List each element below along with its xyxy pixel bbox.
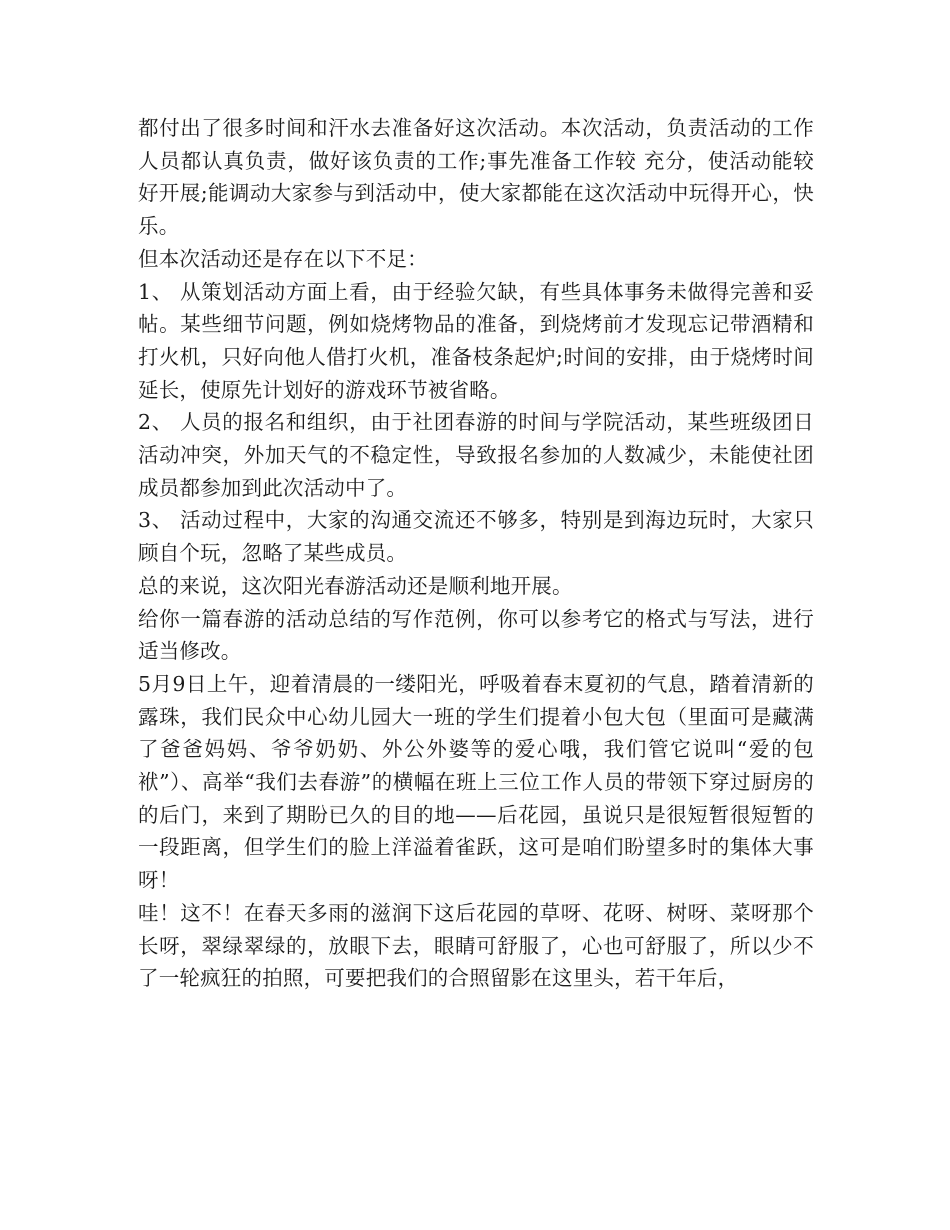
paragraph-8: 5月9日上午，迎着清晨的一缕阳光，呼吸着春末夏初的气息，踏着清新的露珠，我们民众中心幼儿园大一班的学生们提着小包大包（里面可是藏满了爸爸妈妈、爷爷奶奶、外公外婆等的爱心哦，我们管它说叫“爱的包袱”）、高举“我们去春游”的横幅在班上三位工作人员的带领下穿过厨房的的后门，来到了期盼已久的目的地——后花园，虽说只是很短暂很短暂的一段距离，但学生们的脸上洋溢着雀跃，这可是咱们盼望多时的集体大事呀！ — [138, 671, 814, 893]
paragraph-6: 总的来说，这次阳光春游活动还是顺利地开展。 — [138, 573, 573, 598]
paragraph-7: 给你一篇春游的活动总结的写作范例，你可以参考它的格式与写法，进行适当修改。 — [138, 606, 814, 664]
paragraph-4: 2、 人员的报名和组织，由于社团春游的时间与学院活动，某些班级团日活动冲突，外加天气的不稳定性，导致报名参加的人数减少，未能使社团成员都参加到此次活动中了。 — [138, 410, 814, 500]
paragraph-2: 但本次活动还是存在以下不足： — [138, 246, 428, 271]
paragraph-1: 都付出了很多时间和汗水去准备好这次活动。本次活动，负责活动的工作人员都认真负责，做好该负责的工作;事先准备工作较 充分，使活动能较好开展;能调动大家参与到活动中，使大家都能在这次活动中玩得开心，快乐。 — [138, 116, 814, 239]
paragraph-9: 哇！这不！在春天多雨的滋润下这后花园的草呀、花呀、树呀、菜呀那个长呀，翠绿翠绿的，放眼下去，眼睛可舒服了，心也可舒服了，所以少不了一轮疯狂的拍照，可要把我们的合照留影在这里头，若干年后， — [138, 900, 814, 991]
paragraph-5: 3、 活动过程中，大家的沟通交流还不够多，特别是到海边玩时，大家只顾自个玩，忽略了某些成员。 — [138, 508, 814, 566]
document-body — [138, 112, 814, 995]
paragraph-3: 1、 从策划活动方面上看，由于经验欠缺，有些具体事务未做得完善和妥帖。某些细节问题，例如烧烤物品的准备，到烧烤前才发现忘记带酒精和打火机，只好向他人借打火机，准备枝条起炉;时间的安排，由于烧烤时间延长，使原先计划好的游戏环节被省略。 — [138, 279, 814, 402]
